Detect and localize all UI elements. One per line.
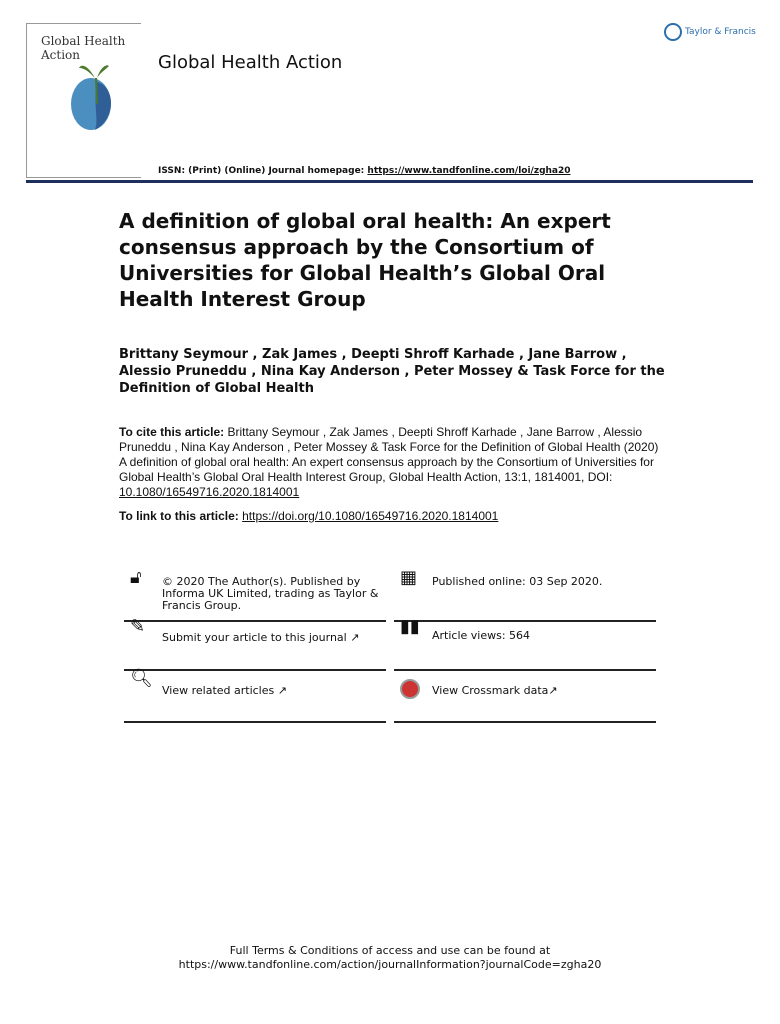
submit-article-link[interactable]: [124, 617, 386, 671]
journal-cover: [26, 23, 141, 178]
crossmark-label: View Crossmark data↗: [432, 684, 558, 697]
publisher-logo-icon: [664, 23, 682, 41]
search-document-icon: 🔍︎: [130, 668, 153, 689]
crossmark-icon: [400, 679, 420, 699]
cover-title: Global Health Action: [41, 34, 126, 62]
article-views: [394, 617, 656, 671]
article-title: A definition of global oral health: An expert consensus approach by the Consortium of Universities for Global Health’s Global Oral Health Interest Group: [119, 209, 611, 311]
related-articles-link[interactable]: [124, 669, 386, 723]
crossmark-link[interactable]: [394, 669, 656, 723]
publisher-logo: [664, 23, 756, 41]
citation: [119, 425, 664, 500]
submit-label: Submit your article to this journal ↗: [162, 631, 360, 644]
header-rule: [26, 180, 753, 183]
article-url[interactable]: https://doi.org/10.1080/16549716.2020.1814001: [242, 509, 499, 523]
footer-url[interactable]: https://www.tandfonline.com/action/journalInformation?journalCode=zgha20: [178, 958, 602, 971]
publisher-name: Taylor & Francis: [685, 27, 756, 37]
published-date: Published online: 03 Sep 2020.: [432, 575, 603, 588]
published-info: [394, 568, 656, 622]
cite-label: To cite this article:: [119, 425, 228, 439]
edit-icon: ✎: [130, 616, 146, 637]
article-authors: Brittany Seymour , Zak James , Deepti Shroff Karhade , Jane Barrow , Alessio Pruneddu , Nina Kay Anderson , Peter Mossey & Task Force for the Definition of Global Health: [119, 347, 665, 396]
open-access-icon: 🔓︎: [130, 567, 142, 588]
views-label: Article views: 564: [432, 629, 531, 642]
issn-label: ISSN: (Print) (Online) Journal homepage:: [158, 166, 368, 176]
journal-homepage-link[interactable]: https://www.tandfonline.com/loi/zgha20: [367, 166, 571, 176]
footer: [0, 944, 780, 972]
doi-link[interactable]: 10.1080/16549716.2020.1814001: [119, 485, 300, 499]
open-access-info: [124, 568, 386, 622]
related-label: View related articles ↗: [162, 684, 287, 697]
issn-line: [158, 166, 571, 176]
article-link: [119, 509, 498, 523]
bar-chart-icon: ▮▮: [400, 616, 420, 637]
globe-sprout-icon: [67, 58, 127, 133]
journal-name: Global Health Action: [158, 52, 343, 73]
license-text: © 2020 The Author(s). Published by Informa UK Limited, trading as Taylor & Francis Group.: [162, 575, 379, 612]
cite-text: Brittany Seymour , Zak James , Deepti Shroff Karhade , Jane Barrow , Alessio Pruneddu , Nina Kay Anderson , Peter Mossey & Task Force for the Definition of Global Health (2020) A definition of global oral health: An expert consensus approach by the Consortium of Universities for Global Health’s Global Oral Health Interest Group, Global Health Action, 13:1, 1814001, DOI:: [119, 425, 659, 484]
footer-terms: Full Terms & Conditions of access and use can be found at: [229, 944, 551, 957]
calendar-icon: ▦: [400, 567, 418, 588]
link-label: To link to this article:: [119, 509, 243, 523]
